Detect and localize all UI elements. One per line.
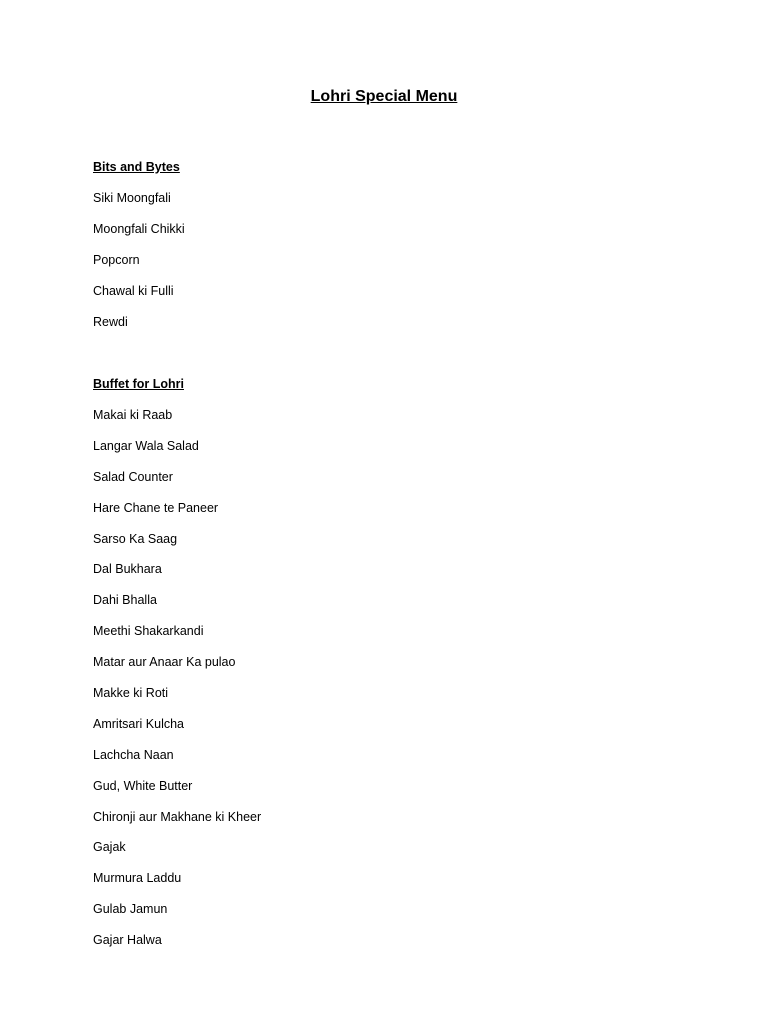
menu-item: Dal Bukhara (93, 562, 162, 577)
menu-item: Gajak (93, 840, 126, 855)
menu-item: Murmura Laddu (93, 871, 182, 886)
menu-item: Chawal ki Fulli (93, 284, 174, 298)
menu-item: Amritsari Kulcha (93, 716, 184, 731)
menu-item: Moongfali Chikki (93, 222, 185, 236)
menu-item: Matar aur Anaar Ka pulao (93, 655, 236, 670)
menu-item: Salad Counter (93, 469, 173, 484)
page-title: Lohri Special Menu (310, 88, 458, 105)
menu-item: Popcorn (93, 253, 140, 267)
menu-item: Makke ki Roti (93, 686, 169, 701)
menu-item: Makai ki Raab (93, 408, 173, 422)
menu-item: Hare Chane te Paneer (93, 500, 219, 515)
section-heading: Bits and Bytes (93, 160, 180, 174)
menu-item: Sarso Ka Saag (93, 531, 178, 546)
menu-item: Lachcha Naan (93, 747, 174, 762)
section-buffet-for-lohri (93, 375, 261, 962)
menu-item: Chironji aur Makhane ki Kheer (93, 809, 262, 824)
menu-item: Langar Wala Salad (93, 438, 199, 453)
section-heading: Buffet for Lohri (93, 377, 184, 391)
menu-item: Siki Moongfali (93, 191, 171, 205)
menu-item: Meethi Shakarkandi (93, 624, 204, 639)
menu-item: Dahi Bhalla (93, 593, 157, 608)
menu-item: Rewdi (93, 315, 128, 329)
section-bits-and-bytes (93, 158, 185, 344)
menu-item: Gud, White Butter (93, 778, 193, 793)
menu-item: Gulab Jamun (93, 902, 168, 917)
menu-item: Gajar Halwa (93, 933, 162, 948)
